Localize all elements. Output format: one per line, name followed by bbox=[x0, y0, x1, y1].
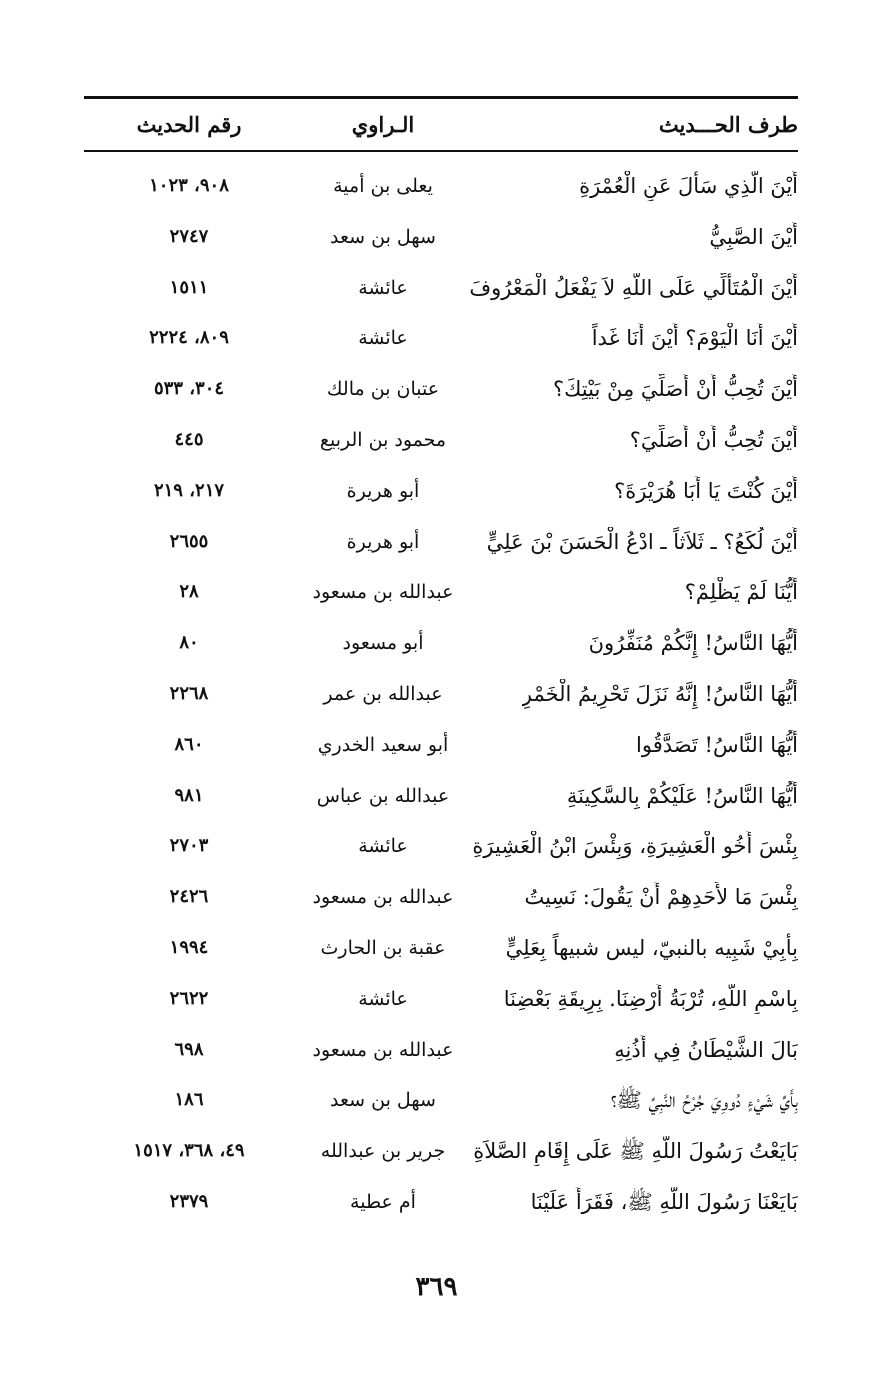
narrator-name: عائشة bbox=[358, 987, 408, 1010]
table-row bbox=[84, 161, 798, 212]
header-hadith-label: طرف الحـــديث bbox=[658, 112, 798, 137]
hadith-index-table bbox=[84, 161, 798, 1228]
hadith-number: ٨٠٩، ٢٢٢٤ bbox=[149, 327, 229, 349]
hadith-text: أَيْنَ تُحِبُّ أَنْ أُصَلِّيَ مِنْ بَيْتِكَ؟ bbox=[552, 377, 798, 402]
hadith-text: أَيُّهَا النَّاسُ! تَصَدَّقُوا bbox=[636, 732, 798, 757]
table-row bbox=[84, 618, 798, 669]
narrator-name: عبدالله بن مسعود bbox=[312, 581, 454, 604]
table-row bbox=[84, 263, 798, 314]
table-row bbox=[84, 1025, 798, 1076]
narrator-name: عقبة بن الحارث bbox=[320, 936, 446, 959]
narrator-name: أم عطية bbox=[350, 1190, 416, 1213]
narrator-name: عبدالله بن عباس bbox=[316, 784, 450, 807]
hadith-number: ٢٧٤٧ bbox=[169, 225, 209, 247]
header-bottom-rule bbox=[84, 150, 798, 152]
table-row bbox=[84, 1126, 798, 1177]
hadith-number: ٤٤٥ bbox=[174, 428, 204, 450]
hadith-text: أَيْنَ تُحِبُّ أَنْ أُصَلِّيَ؟ bbox=[629, 427, 798, 452]
table-row bbox=[84, 517, 798, 568]
hadith-number: ٢٣٧٩ bbox=[169, 1190, 209, 1212]
narrator-name: أبو مسعود bbox=[342, 632, 424, 655]
narrator-name: يعلى بن أمية bbox=[333, 175, 433, 197]
hadith-number: ٩٠٨، ١٠٢٣ bbox=[149, 175, 229, 196]
table-row bbox=[84, 771, 798, 822]
hadith-text: بِأَبِيْ شَبِيه بالنبيّ، ليس شبيهاً بِعَلِيٍّ bbox=[505, 935, 798, 960]
hadith-number: ٢٦٢٢ bbox=[169, 987, 209, 1009]
hadith-number: ٨٦٠ bbox=[174, 733, 204, 755]
header-top-rule bbox=[84, 96, 798, 99]
narrator-name: جرير بن عبدالله bbox=[320, 1140, 446, 1163]
narrator-name: عائشة bbox=[358, 327, 408, 350]
narrator-name: عبدالله بن مسعود bbox=[312, 1038, 454, 1061]
table-row bbox=[84, 466, 798, 517]
hadith-text: أَيْنَ أَنَا الْيَوْمَ؟ أَيْنَ أَنَا غَداً bbox=[591, 326, 798, 351]
narrator-name: أبو سعيد الخدري bbox=[317, 733, 449, 756]
narrator-name: عبدالله بن عمر bbox=[323, 682, 443, 705]
hadith-number: ٦٩٨ bbox=[174, 1038, 204, 1060]
table-row bbox=[84, 1075, 798, 1126]
table-row bbox=[84, 720, 798, 771]
narrator-name: عبدالله بن مسعود bbox=[312, 886, 454, 909]
hadith-text: أَيُّهَا النَّاسُ! عَلَيْكُمْ بِالسَّكِينَةِ bbox=[566, 783, 798, 808]
hadith-text: بِئْسَ مَا لأَحَدِهِمْ أَنْ يَقُولَ: نَسِيتُ bbox=[524, 885, 798, 910]
hadith-text: أَيُّهَا النَّاسُ! إِنَّهُ نَزَلَ تَحْرِيمُ الْخَمْرِ bbox=[521, 681, 798, 706]
table-row bbox=[84, 872, 798, 923]
page-number: ٣٦٩ bbox=[415, 1272, 458, 1302]
narrator-name: محمود بن الربيع bbox=[319, 428, 447, 451]
table-header bbox=[84, 104, 798, 148]
hadith-text: بَالَ الشَّيْطَانُ فِي أُذُنِهِ bbox=[614, 1037, 798, 1062]
hadith-number: ١٩٩٤ bbox=[169, 936, 209, 958]
hadith-text: بِئْسَ أَخُو الْعَشِيرَةِ، وَبِئْسَ ابْنُ الْعَشِيرَةِ bbox=[472, 834, 798, 859]
hadith-number: ٤٩، ٣٦٨، ١٥١٧ bbox=[133, 1140, 245, 1162]
hadith-text: بِاسْمِ اللَّهِ، تُرْبَةُ أَرْضِنَا. بِرِيقَةِ بَعْضِنَا bbox=[503, 986, 798, 1011]
hadith-number: ٢٦٥٥ bbox=[169, 530, 209, 552]
hadith-text: بَايَعْتُ رَسُولَ اللَّهِ ﷺ عَلَى إِقَامِ الصَّلاَةِ bbox=[473, 1139, 798, 1164]
narrator-name: سهل بن سعد bbox=[330, 225, 436, 248]
hadith-text: أَيُّنَا لَمْ يَظْلِمْ؟ bbox=[684, 580, 798, 605]
table-row bbox=[84, 415, 798, 466]
table-row bbox=[84, 212, 798, 263]
header-narrator-label: الـراوي bbox=[351, 112, 415, 137]
hadith-number: ٢٧٠٣ bbox=[169, 835, 209, 857]
narrator-name: أبو هريرة bbox=[346, 530, 420, 553]
table-row bbox=[84, 821, 798, 872]
hadith-number: ٨٠ bbox=[179, 632, 199, 654]
hadith-text: أَيْنَ كُنْتَ يَا أَبَا هُرَيْرَةَ؟ bbox=[614, 478, 798, 503]
header-number-label: رقم الحديث bbox=[136, 112, 242, 137]
hadith-text: بَايَعْنَا رَسُولَ اللَّهِ ﷺ، فَقَرَأَ عَلَيْنَا bbox=[530, 1189, 798, 1214]
hadith-text: بِأَيِّ شَيْءٍ دُووِيَ جُرْحُ النَّبِيِّ ﷺ؟ bbox=[610, 1088, 798, 1113]
narrator-name: عائشة bbox=[358, 276, 408, 299]
hadith-number: ٢٨ bbox=[179, 581, 199, 603]
hadith-number: ٣٠٤، ٥٣٣ bbox=[153, 378, 225, 400]
hadith-number: ٢٢٦٨ bbox=[169, 682, 209, 704]
hadith-text: أَيْنَ لُكَعُ؟ ـ ثَلاَثاً ـ ادْعُ الْحَسَنَ بْنَ عَلِيٍّ bbox=[486, 529, 798, 554]
narrator-name: أبو هريرة bbox=[346, 479, 420, 502]
narrator-name: عائشة bbox=[358, 835, 408, 858]
hadith-number: ٢١٧، ٢١٩ bbox=[153, 479, 225, 501]
hadith-number: ١٥١١ bbox=[169, 276, 209, 298]
narrator-name: عتبان بن مالك bbox=[326, 378, 440, 401]
table-row bbox=[84, 974, 798, 1025]
table-row bbox=[84, 313, 798, 364]
hadith-number: ٩٨١ bbox=[174, 784, 204, 806]
table-row bbox=[84, 1177, 798, 1228]
hadith-number: ١٨٦ bbox=[174, 1089, 204, 1111]
table-row bbox=[84, 567, 798, 618]
hadith-text: أَيْنَ الصَّبِيُّ bbox=[709, 224, 798, 249]
hadith-number: ٢٤٢٦ bbox=[169, 886, 209, 908]
table-row bbox=[84, 364, 798, 415]
hadith-text: أَيْنَ الَّذِي سَأَلَ عَنِ الْعُمْرَةِ bbox=[579, 174, 798, 198]
narrator-name: سهل بن سعد bbox=[330, 1089, 436, 1112]
table-row bbox=[84, 923, 798, 974]
hadith-text: أَيُّهَا النَّاسُ! إِنَّكُمْ مُنَفِّرُونَ bbox=[588, 631, 798, 656]
hadith-text: أَيْنَ الْمُتَأَلِّي عَلَى اللَّهِ لاَ يَفْعَلُ الْمَعْرُوفَ bbox=[469, 275, 798, 300]
table-row bbox=[84, 669, 798, 720]
